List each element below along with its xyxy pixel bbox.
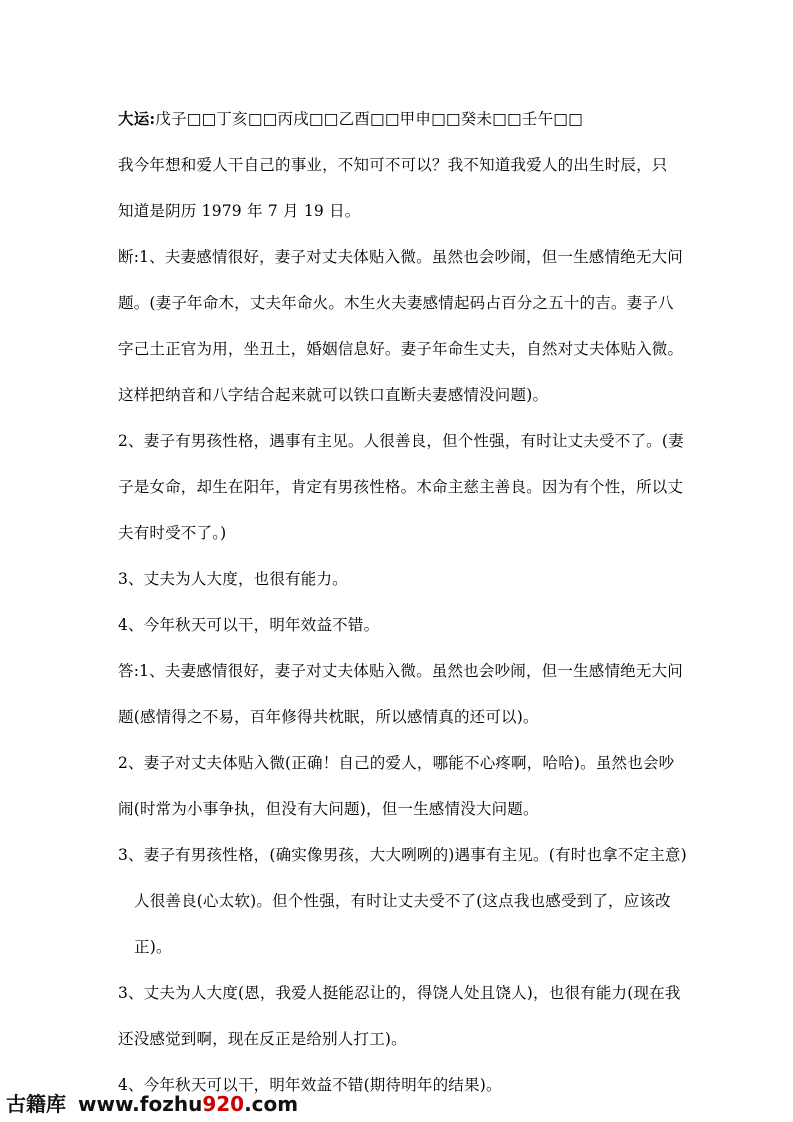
- text-line: 字己土正官为用，坐丑土，婚姻信息好。妻子年命生丈夫，自然对丈夫体贴入微。: [118, 340, 684, 358]
- text-line: 2、妻子对丈夫体贴入微(正确！自己的爱人，哪能不心疼啊，哈哈)。虽然也会吵: [118, 754, 675, 772]
- text-line: 夫有时受不了。): [118, 524, 227, 542]
- document-body: [118, 106, 687, 1118]
- dayun-label: 大运:: [118, 109, 156, 128]
- text-line: 闹(时常为小事争执，但没有大问题)，但一生感情没大问题。: [118, 800, 539, 818]
- text-line: 人很善良(心太软)。但个性强，有时让丈夫受不了(这点我也感受到了，应该改: [134, 892, 671, 910]
- url-suffix: .com: [244, 1092, 299, 1116]
- text-line: 4、今年秋天可以干，明年效益不错。: [118, 616, 380, 634]
- text-line: 题(感情得之不易，百年修得共枕眠，所以感情真的还可以)。: [118, 708, 539, 726]
- text-line: 我今年想和爱人干自己的事业，不知可不可以？我不知道我爱人的出生时辰，只: [118, 156, 668, 174]
- text-line: 正)。: [134, 938, 172, 956]
- dayun-value: 戊子□□丁亥□□丙戌□□乙酉□□甲申□□癸未□□壬午□□: [155, 110, 583, 128]
- text-line: 4、今年秋天可以干，明年效益不错(期待明年的结果)。: [118, 1076, 502, 1094]
- text-line: 题。(妻子年命木，丈夫年命火。木生火夫妻感情起码占百分之五十的吉。妻子八: [118, 294, 674, 312]
- text-line: 3、丈夫为人大度(恩，我爱人挺能忍让的，得饶人处且饶人)，也很有能力(现在我: [118, 984, 681, 1002]
- site-name: 古籍库: [6, 1092, 66, 1116]
- dayun-line: [118, 106, 678, 152]
- text-line: 知道是阴历 1979 年 7 月 19 日。: [118, 202, 361, 220]
- text-line: 还没感觉到啊，现在反正是给别人打工)。: [118, 1030, 407, 1048]
- text-line: 2、妻子有男孩性格，遇事有主见。人很善良，但个性强，有时让丈夫受不了。(妻: [118, 432, 684, 450]
- text-line: 3、丈夫为人大度，也很有能力。: [118, 570, 348, 588]
- text-line: 答:1、夫妻感情很好，妻子对丈夫体贴入微。虽然也会吵闹，但一生感情绝无大问: [118, 662, 683, 680]
- footer-watermark: [6, 1088, 298, 1117]
- text-line: 这样把纳音和八字结合起来就可以铁口直断夫妻感情没问题)。: [118, 386, 549, 404]
- url-number: 920: [202, 1092, 245, 1116]
- url-prefix: www.fozhu: [78, 1092, 203, 1116]
- text-line: 子是女命，却生在阳年，肯定有男孩性格。木命主慈主善良。因为有个性，所以丈: [118, 478, 684, 496]
- text-line: 3、妻子有男孩性格，(确实像男孩，大大咧咧的)遇事有主见。(有时也拿不定主意): [118, 846, 687, 864]
- text-line: 断:1、夫妻感情很好，妻子对丈夫体贴入微。虽然也会吵闹，但一生感情绝无大问: [118, 248, 683, 266]
